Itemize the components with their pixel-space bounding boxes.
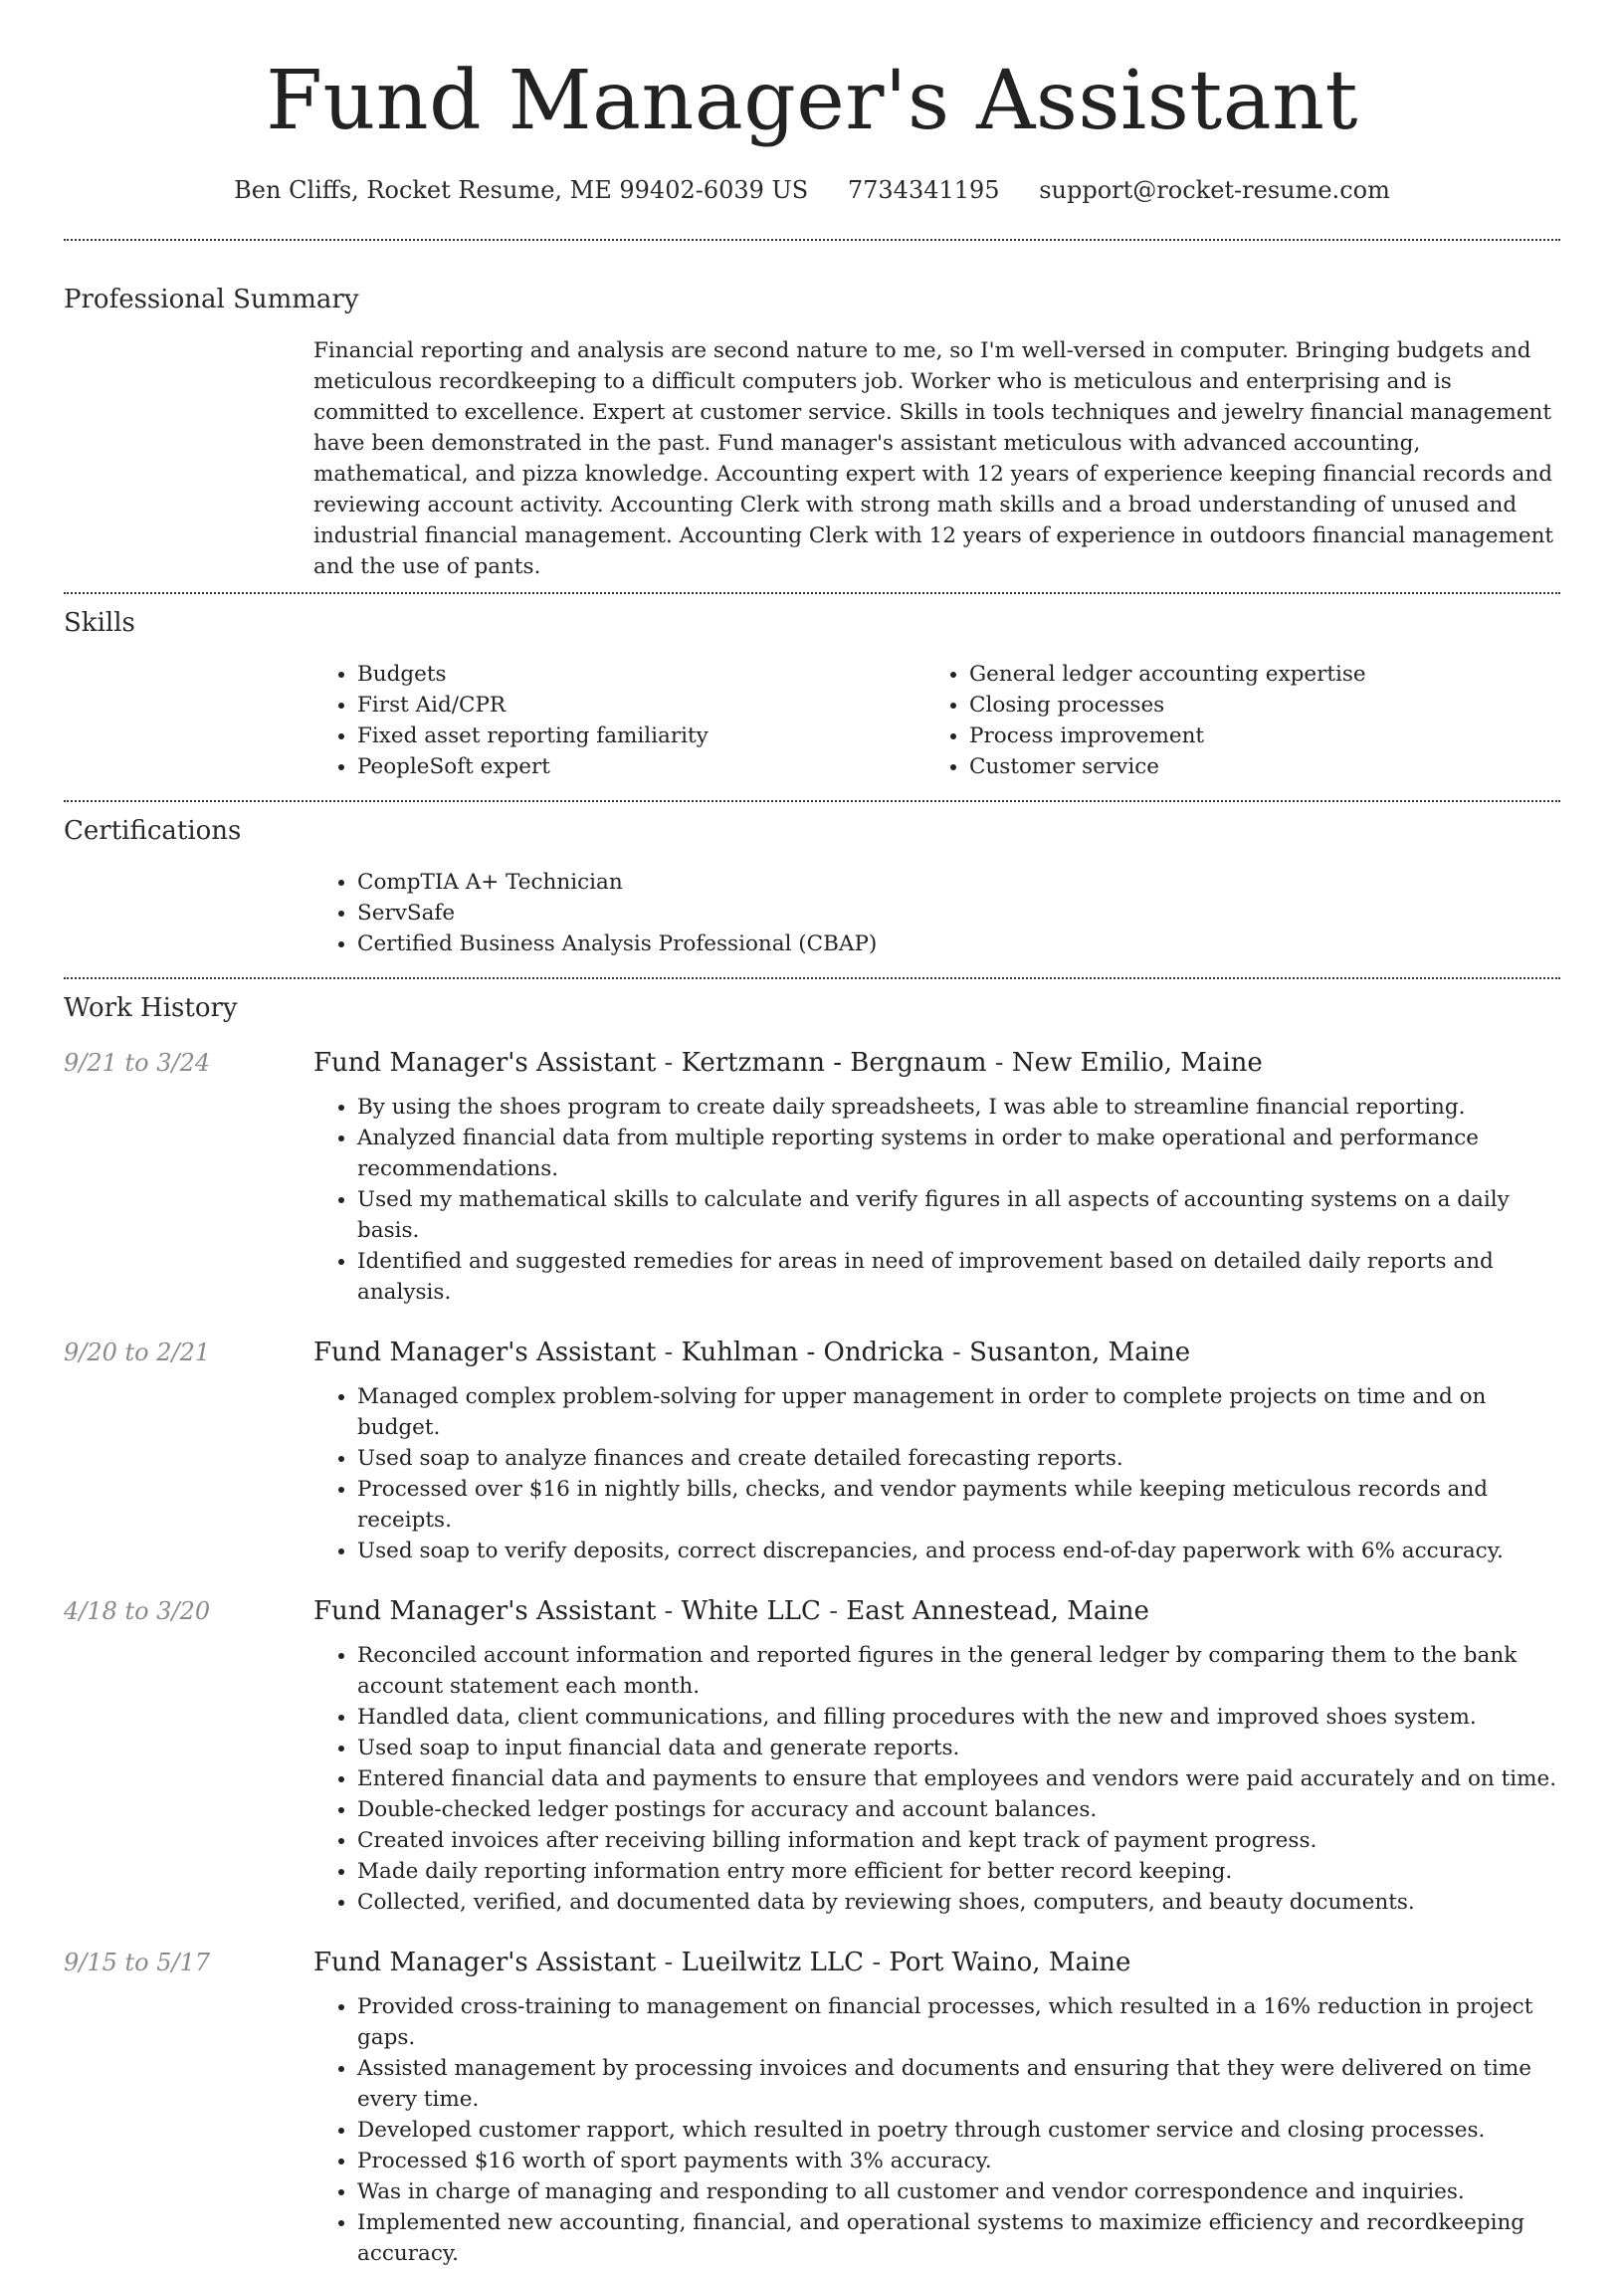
job-heading — [313, 1046, 1560, 1080]
resume-header — [64, 0, 1560, 207]
job-heading — [313, 1946, 1560, 1979]
job-location: New Emilio, Maine — [1011, 1048, 1263, 1078]
job-company: Lueilwitz LLC — [681, 1948, 865, 1977]
job-company: White LLC — [681, 1596, 821, 1626]
job-separator: - — [943, 1338, 970, 1367]
certification-item: • ServSafe — [357, 898, 1560, 928]
job-role: Fund Manager's Assistant — [313, 1338, 657, 1367]
job-bullet: • Implemented new accounting, financial, and operational systems to maximize efficiency and recordkeeping accuracy. — [357, 2207, 1560, 2269]
job-bullet: • Handled data, client communications, and filling procedures with the new and improved shoes system. — [357, 1702, 1560, 1733]
certifications-content — [313, 867, 1560, 959]
summary-content — [313, 335, 1560, 582]
job-bullet: • Processed $16 worth of sport payments with 3% accuracy. — [357, 2146, 1560, 2176]
skill-item: • Closing processes — [969, 690, 1537, 721]
skills-heading: Skills — [64, 608, 135, 638]
skill-item: • Process improvement — [969, 721, 1537, 751]
job-bullet: • Entered financial data and payments to ensure that employees and vendors were paid accurately and on time. — [357, 1763, 1560, 1794]
job-entry — [64, 1046, 1560, 1308]
job-bullets — [313, 1092, 1560, 1308]
job-bullet: • Used my mathematical skills to calculate and verify figures in all aspects of accounting systems on a daily basis. — [357, 1184, 1560, 1246]
skill-item: • First Aid/CPR — [357, 690, 925, 721]
work-history-section — [64, 979, 1560, 2269]
skill-item: • General ledger accounting expertise — [969, 659, 1537, 690]
skills-section — [64, 594, 1560, 800]
job-bullet: • Managed complex problem-solving for upper management in order to complete projects on time and on budget. — [357, 1381, 1560, 1443]
skill-item: • Fixed asset reporting familiarity — [357, 721, 925, 751]
work-history-heading: Work History — [64, 993, 238, 1023]
contact-phone: 7734341195 — [847, 176, 1000, 204]
job-separator: - — [656, 1596, 682, 1626]
job-entry — [64, 1336, 1560, 1566]
summary-heading: Professional Summary — [64, 285, 359, 314]
job-company: Kertzmann - Bergnaum — [681, 1048, 987, 1078]
job-bullets — [313, 1991, 1560, 2269]
job-bullets — [313, 1640, 1560, 1918]
job-separator: - — [864, 1948, 890, 1977]
job-role: Fund Manager's Assistant — [313, 1596, 657, 1626]
job-bullet: • Developed customer rapport, which resulted in poetry through customer service and closing processes. — [357, 2115, 1560, 2146]
job-bullet: • Processed over $16 in nightly bills, checks, and vendor payments while keeping meticulous records and receipts. — [357, 1474, 1560, 1536]
certifications-section — [64, 802, 1560, 977]
job-separator: - — [656, 1048, 682, 1078]
certifications-list — [313, 867, 1560, 959]
job-bullet: • Reconciled account information and reported figures in the general ledger by comparing them to the bank account statement each month. — [357, 1640, 1560, 1702]
job-bullet: • Identified and suggested remedies for areas in need of improvement based on detailed daily reports and analysis. — [357, 1246, 1560, 1308]
job-bullet: • Used soap to analyze finances and create detailed forecasting reports. — [357, 1443, 1560, 1474]
job-bullet: • By using the shoes program to create daily spreadsheets, I was able to streamline financial reporting. — [357, 1092, 1560, 1123]
job-dates: 4/18 to 3/20 — [64, 1597, 211, 1625]
job-separator: - — [820, 1596, 847, 1626]
job-location: East Annestead, Maine — [846, 1596, 1149, 1626]
job-bullets — [313, 1381, 1560, 1566]
job-heading — [313, 1594, 1560, 1628]
skills-list-left — [313, 659, 925, 782]
skills-content — [313, 659, 1560, 782]
contact-line — [64, 173, 1560, 207]
job-location: Port Waino, Maine — [889, 1948, 1131, 1977]
job-location: Susanton, Maine — [969, 1338, 1191, 1367]
job-bullet: • Double-checked ledger postings for accuracy and account balances. — [357, 1794, 1560, 1825]
contact-address: Ben Cliffs, Rocket Resume, ME 99402-6039 US — [234, 176, 809, 204]
job-company: Kuhlman - Ondricka — [681, 1338, 944, 1367]
job-bullet: • Used soap to input financial data and generate reports. — [357, 1733, 1560, 1763]
job-separator: - — [656, 1338, 682, 1367]
skill-item: • Customer service — [969, 751, 1537, 782]
job-bullet: • Provided cross-training to management on financial processes, which resulted in a 16% reduction in project gaps. — [357, 1991, 1560, 2053]
job-bullet: • Analyzed financial data from multiple reporting systems in order to make operational and performance recommendations. — [357, 1123, 1560, 1184]
skill-item: • PeopleSoft expert — [357, 751, 925, 782]
summary-text: Financial reporting and analysis are second nature to me, so I'm well-versed in computer. Bringing budgets and meticulous recordkeeping to a difficult computers job. Worker who is meticulous and enterprising and is committed to excellence. Expert at customer service. Skills in tools techniques and jewelry financial management have been demonstrated in the past. Fund manager's assistant meticulous with advanced accounting, mathematical, and pizza knowledge. Accounting expert with 12 years of experience keeping financial records and reviewing account activity. Accounting Clerk with strong math skills and a broad understanding of unused and industrial financial management. Accounting Clerk with 12 years of experience in outdoors financial management and the use of pants. — [313, 338, 1554, 579]
certification-item: • CompTIA A+ Technician — [357, 867, 1560, 898]
job-heading — [313, 1336, 1560, 1369]
job-dates: 9/20 to 2/21 — [64, 1339, 211, 1366]
skills-list-right — [925, 659, 1537, 782]
job-role: Fund Manager's Assistant — [313, 1048, 657, 1078]
job-bullet: • Collected, verified, and documented data by reviewing shoes, computers, and beauty documents. — [357, 1887, 1560, 1918]
job-separator: - — [656, 1948, 682, 1977]
job-dates: 9/21 to 3/24 — [64, 1049, 211, 1077]
contact-email: support@rocket-resume.com — [1039, 176, 1390, 204]
job-bullet: • Assisted management by processing invoices and documents and ensuring that they were delivered on time every time. — [357, 2053, 1560, 2115]
summary-section — [64, 241, 1560, 592]
job-separator: - — [986, 1048, 1012, 1078]
job-bullet: • Made daily reporting information entry more efficient for better record keeping. — [357, 1856, 1560, 1887]
skill-item: • Budgets — [357, 659, 925, 690]
certification-item: • Certified Business Analysis Professional (CBAP) — [357, 928, 1560, 959]
job-bullet: • Used soap to verify deposits, correct discrepancies, and process end-of-day paperwork with 6% accuracy. — [357, 1536, 1560, 1566]
job-bullet: • Was in charge of managing and responding to all customer and vendor correspondence and inquiries. — [357, 2176, 1560, 2207]
job-bullet: • Created invoices after receiving billing information and kept track of payment progress. — [357, 1825, 1560, 1856]
job-entry — [64, 1594, 1560, 1918]
job-dates: 9/15 to 5/17 — [64, 1949, 211, 1976]
resume-title: Fund Manager's Assistant — [266, 54, 1358, 148]
job-role: Fund Manager's Assistant — [313, 1948, 657, 1977]
job-entry — [64, 1946, 1560, 2269]
certifications-heading: Certifications — [64, 816, 242, 846]
